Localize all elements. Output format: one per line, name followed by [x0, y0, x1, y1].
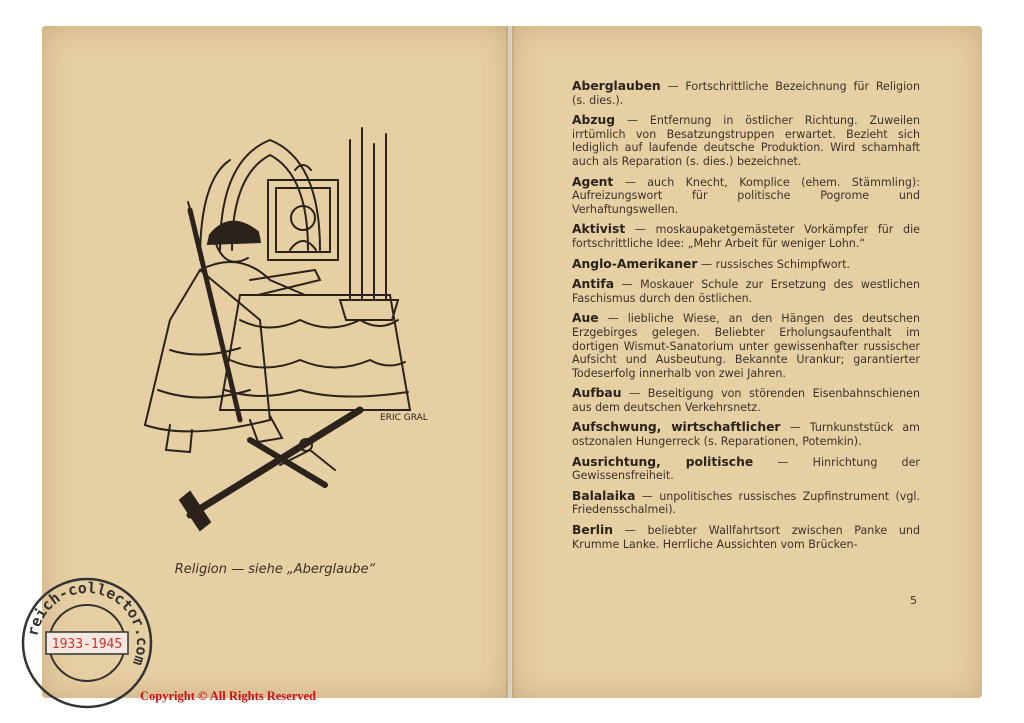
glossary-entry	[572, 176, 920, 217]
glossary-term: Balalaika	[572, 488, 636, 503]
glossary-definition: — Hinrichtung der Gewissensfreiheit.	[572, 455, 920, 483]
glossary-term: Aufschwung, wirtschaftlicher	[572, 420, 781, 435]
glossary-entry	[572, 421, 920, 448]
glossary-definition: — Fortschrittliche Bezeichnung für Religion (s. dies.).	[572, 80, 920, 107]
glossary-definition: — Beseitigung von störenden Eisenbahnschienen aus dem deutschen Verkehrsnetz.	[572, 387, 920, 414]
glossary-definition: — liebliche Wiese, an den Hängen des deutschen Erzgebirges gelegen. Beliebter Erholungsaufenthalt im dortigen Wismut-Sanatorium unter gewissenhafter russischer Aufsicht und Ausbeutung. Bekannte Urankur; garantierter Todeserfolg innerhalb von zwei Jahren.	[572, 312, 920, 380]
glossary-definition: — Entfernung in östlicher Richtung. Zuweilen irrtümlich von Besatzungstruppen erwartet. Bezieht sich lediglich auf laufende deutsche Produktion. Wird schamhaft auch als Reparation (s. dies.) bezeichnet.	[572, 114, 920, 168]
glossary-definition: — moskaupaketgemästeter Vorkämpfer für die fortschrittliche Idee: „Mehr Arbeit für weniger Lohn.“	[572, 223, 920, 250]
glossary-entry	[572, 258, 920, 272]
glossary-term: Berlin	[572, 523, 613, 538]
glossary-term: Anglo-Amerikaner	[572, 256, 698, 271]
glossary-entry	[572, 456, 920, 483]
glossary-entry	[572, 114, 920, 168]
glossary-term: Aufbau	[572, 386, 622, 401]
watermark-stamp	[18, 574, 156, 712]
glossary-definition: — Moskauer Schule zur Ersetzung des westlichen Faschismus durch den östlichen.	[572, 278, 920, 305]
page-number: 5	[910, 594, 917, 607]
glossary-entry	[572, 80, 920, 107]
glossary-term: Ausrichtung, politische	[572, 454, 754, 469]
glossary-entry	[572, 490, 920, 517]
glossary-definition: — auch Knecht, Komplice (ehem. Stämmling): Aufreizungswort für politische Pogrome und Verhaftungswellen.	[572, 175, 920, 216]
cartoon-illustration	[130, 120, 428, 540]
glossary-definition: — beliebter Wallfahrtsort zwischen Panke und Krumme Lanke. Herrliche Aussichten vom Brücken-	[572, 524, 920, 551]
illustration-caption: Religion — siehe „Aberglaube“	[174, 562, 376, 577]
copyright-notice: Copyright © All Rights Reserved	[140, 689, 317, 703]
glossary-definition: — russisches Schimpfwort.	[697, 257, 850, 271]
glossary-term: Aberglauben	[572, 79, 661, 93]
glossary-entry	[572, 387, 920, 414]
glossary-entry	[572, 312, 920, 380]
glossary-term: Aktivist	[572, 222, 626, 237]
glossary-definition: — unpolitisches russisches Zupfinstrument (vgl. Friedensschalmei).	[572, 489, 920, 517]
glossary-entry	[572, 524, 920, 551]
glossary-entry	[572, 278, 920, 305]
book-gutter	[505, 26, 515, 698]
glossary-term: Aue	[572, 311, 599, 326]
artist-signature: ERIC GRAL	[380, 413, 428, 423]
stamp-years: 1933-1945	[51, 637, 123, 652]
glossary-term: Abzug	[572, 113, 616, 128]
glossary-entry	[572, 223, 920, 250]
stamp-ring-text: reich-collector.com	[23, 578, 152, 668]
glossary-definition: — Turnkunststück am ostzonalen Hungerreck (s. Reparationen, Potemkin).	[572, 421, 920, 449]
glossary-term: Antifa	[572, 277, 615, 292]
glossary-term: Agent	[572, 174, 614, 189]
glossary-list	[572, 80, 920, 558]
